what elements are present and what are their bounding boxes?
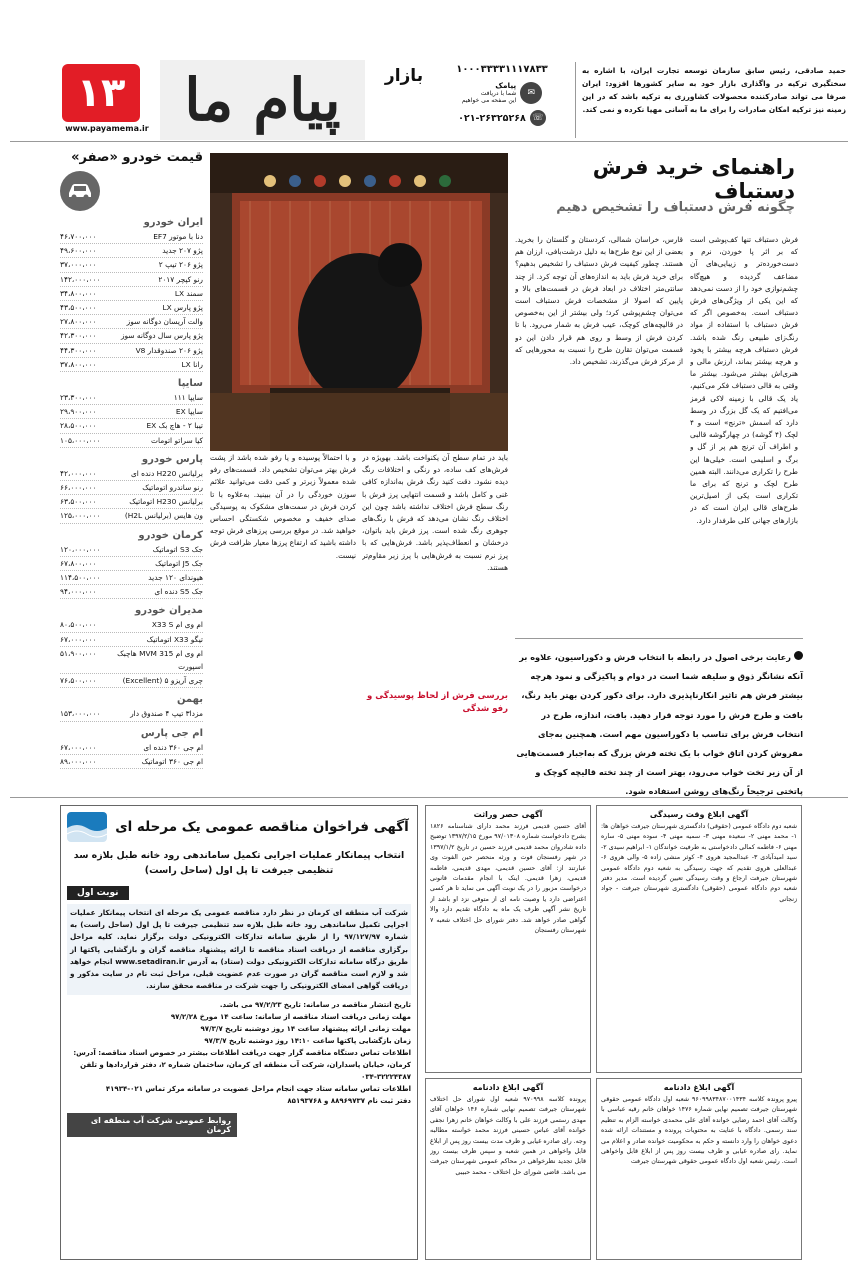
page-number-box [62, 64, 140, 122]
car-model: برلیانس H220 دنده ای [130, 468, 203, 478]
notice-3-body: پرونده کلاسه ۹۷۰۹۹۸ شعبه اول شورای حل اختلاف شهرستان جیرفت تصمیم نهایی شماره ۱۴۶ خواهان آقای مهدی رستمی فرزند علی با وکالت خواهان خانم زهرا نجفی خوانده آقای عباس حسینی فرزند محمد خواسته مطالبه وجه. رای صادره غیابی و ظرف مدت بیست روز پس از ابلاغ قابل واخواهی در همین شعبه و سپس ظرف بیست روز قابل تجدید نظرخواهی در محاکم عمومی شهرستان جیرفت می باشد. قاضی شورای حل اختلاف - محمد حبیبی [430, 1096, 586, 1176]
tender-line: اطلاعات تماس دستگاه مناقصه گزار جهت دریافت اطلاعات بیشتر در خصوص اسناد مناقصه: آدرس: کرمان، خیابان پاسداران، شرکت آب منطقه ای کرمان، ساختمان شماره ۲، دفتر قراردادها و تلفن ۳۲۲۲۴۳۸۷-۰۳۴ [73, 1049, 411, 1082]
notice-1-body: شعبه دوم دادگاه عمومی (حقوقی) دادگستری شهرستان جیرفت خواهان ها: ۱- محمد مهنی ۲- سعیده مهنی ۳- سمیه مهنی ۴- سوده مهنی ۵- ساره مهنی ۶- فاطمه کمالی دادخواستی به طرفیت خواندگان ۱- ابراهیم سیدی ۲- سید امیدآبادی ۳- عبدالمجید هروی ۴- کوثر منشی زاده ۵- والی هروی ۶- عبدالعلی هروی تقدیم که جهت رسیدگی به شعبه دوم دادگاه عمومی شهرستان جیرفت ارجاع و وقت رسیدگی تعیین گردیده است. مدیر دفتر شعبه دوم دادگاه عمومی (حقوقی) دادگستری شهرستان جیرفت - جواد زنجانی [601, 823, 797, 903]
car-price: ۹۴،۰۰۰،۰۰۰ [60, 587, 97, 597]
price-row [60, 481, 203, 495]
car-model: سمند LX [174, 288, 203, 298]
car-model: هیوندای ۱۲۰ جدید [148, 573, 203, 583]
car-price: ۱۲۵،۰۰۰،۰۰۰ [60, 511, 101, 521]
article-subtitle: چگونه فرش دستباف را تشخیص دهیم [556, 200, 795, 215]
article-col4: و با احتمالاً پوسیده و یا رفو شده باشد از پشت فرش بهتر می‌توان تشخیص داد. قسمت‌های رفو شده معمولاً زبرتر و کمی دقت می‌توانید علائم سوزن خوردگی را در آن ببینید. به‌علاوه با تا کردن فرش در سمت‌های مشکوک به پوسیدگی صدای خفیف و مخصوص شکستگی احساس خواهید شد. در موقع بررسی پرزهای فرش توجه داشته باشید که ارتفاع پرزها معیار ظرافت فرش نیست. [210, 453, 356, 560]
notice-1-title: آگهی ابلاغ وقت رسیدگی [649, 810, 749, 819]
car-price: ۱۱۴،۵۰۰،۰۰۰ [60, 573, 101, 583]
price-row [60, 329, 203, 343]
water-logo-icon [67, 812, 107, 842]
masthead [10, 58, 848, 142]
logo [160, 60, 365, 140]
car-model: ام جی ۳۶۰ اتوماتیک [141, 756, 203, 766]
car-model: پژو پارس LX [162, 303, 203, 313]
car-model: سایپا EX [175, 407, 203, 417]
car-price: ۴۲،۰۰۰،۰۰۰ [60, 468, 97, 478]
price-section-title: بهمن [176, 694, 203, 706]
price-section-rows [60, 467, 203, 524]
car-model: تیبا ۲ - هاچ بک EX [146, 421, 203, 431]
price-row [60, 509, 203, 523]
price-row [60, 419, 203, 433]
notice-4-title: آگهی ابلاغ دادنامه [663, 1083, 735, 1092]
article-subhead: بررسی فرش از لحاظ پوسیدگی و رفو شدگی [367, 691, 508, 714]
phone-number: ۰۲۱-۲۶۳۲۵۲۶۸ [458, 112, 526, 124]
payamak-sub2: این صفحه می خواهیم [461, 97, 517, 104]
lead-text: رعایت برخی اصول در رابطه با انتخاب فرش و دکوراسیون، علاوه بر آنکه نشانگر ذوق و سلیقه شما است در دوام و پاکیزگی و نمود هرچه بیشتر فرش هم تاثیر انکارناپذیری دارد. برای دکور کردن بهتر باید رنگ، بافت و طرح فرش را مورد توجه قرار دهید. بافت، اندازه، طرح در انتخاب فرش برای تناسب با دکوراسیون مهم است. همچنین به‌جای مفروش کردن اتاق خواب با یک تخته فرش بزرگ که به‌اجبار قسمت‌هایی از آن زیر تخت خواب می‌رود، بهتر است از چند تخته قالیچه کوچک و پاتختی ترجیحاً رنگ‌های روشن استفاده شود. [516, 652, 803, 797]
car-model: جک J5 اتوماتیک [155, 558, 203, 568]
article-title: راهنمای خرید فرش دستباف [592, 155, 795, 203]
car-model: ام جی ۳۶۰ دنده ای [143, 742, 203, 752]
price-row [60, 301, 203, 315]
notice-ad-2 [425, 805, 591, 1073]
car-model: پژو پارس سال دوگانه سوز [120, 331, 203, 341]
payamak-label: پیامک [495, 81, 517, 90]
price-row [60, 674, 203, 688]
car-model: ام وی ام X33 S [151, 620, 203, 630]
tender-footer: روابط عمومی شرکت آب منطقه ای کرمان [67, 1113, 237, 1137]
car-price: ۲۷،۸۰۰،۰۰۰ [60, 317, 97, 327]
price-sidebar [60, 150, 203, 788]
tender-badge: نوبت اول [67, 886, 129, 900]
car-model: کیا سراتو اتومات [151, 435, 203, 445]
price-row [60, 244, 203, 258]
car-model: ون هایس (برلیانس H2L) [124, 511, 203, 521]
car-price: ۳۷،۸۰۰،۰۰۰ [60, 359, 97, 369]
car-icon [60, 171, 100, 211]
car-price: ۲۸،۵۰۰،۰۰۰ [60, 421, 97, 431]
car-price: ۵۱،۹۰۰،۰۰۰ [60, 648, 97, 658]
notice-ad-4 [596, 1078, 802, 1260]
price-section-rows [60, 741, 203, 769]
price-list [60, 217, 203, 769]
car-model: تیگو X33 اتوماتیک [146, 634, 203, 644]
car-model: رنو ساندرو اتوماتیک [142, 483, 203, 493]
notice-2-title: آگهی حصر وراثت [473, 810, 543, 819]
phone-icon: ☏ [530, 110, 546, 126]
notice-ad-1 [596, 805, 802, 1073]
notice-2-body: آقای حسین قدیمی فرزند محمد دارای شناسنامه ۱۸۲۶ بشرح دادخواست شماره ۹۷/۰۱۳۰۸ مورخ ۱۳۹۷/۲/۱۵ توضیح داده شادروان محمد قدیمی فرزند حسین در تاریخ ۱۳۹۷/۱/۲ در شهر رفسنجان فوت و ورثه منحصر حین الفوت وی عبارتند از: آقای حسین قدیمی، مهدی قدیمی، فاطمه قدیمی، زهرا قدیمی. اینک با انجام مقدمات قانونی درخواست مزبور را در یک نوبت آگهی می نماید تا هر کسی اعتراضی دارد یا وصیت نامه ای از متوفی نزد او باشد از تاریخ نشر آگهی ظرف یک ماه به دادگاه تقدیم دارد والا گواهی صادر خواهد شد. دفتر شورای حل اختلاف شعبه ۷ شهرستان رفسنجان [430, 823, 586, 935]
price-row [60, 315, 203, 329]
car-model: چری آریزو ۵ (Excellent) [122, 676, 203, 686]
price-section-rows [60, 618, 203, 688]
car-model: پژو ۲۰۷ جدید [162, 246, 203, 256]
price-section-title: مدیران خودرو [135, 605, 203, 617]
price-row [60, 405, 203, 419]
lead-bullet [794, 651, 803, 660]
price-row [60, 258, 203, 272]
tender-line: مهلت زمانی ارائه پیشنهاد ساعت ۱۴ روز دوشنبه تاریخ ۹۷/۳/۷ [200, 1025, 411, 1034]
tender-line: تاریخ انتشار مناقصه در سامانه: تاریخ ۹۷/۲/۲۳ می باشد. [219, 1001, 411, 1010]
car-price: ۴۳،۵۰۰،۰۰۰ [60, 303, 97, 313]
sms-number: ۱۰۰۰۳۳۳۳۱۱۱۷۸۳۳ [456, 64, 548, 75]
tender-line: دفتر ثبت نام ۸۸۹۶۹۷۳۷ و ۸۵۱۹۳۷۶۸ [287, 1097, 411, 1106]
car-price: ۲۳،۳۰۰،۰۰۰ [60, 393, 97, 403]
logo-text: پیام ما [184, 66, 341, 134]
car-model: پژو ۲۰۶ صندوقدار V8 [135, 345, 203, 355]
section-title: بازار [384, 66, 424, 86]
tender-line: مهلت زمانی دریافت اسناد مناقصه از سامانه: ساعت ۱۴ مورخ ۹۷/۲/۲۸ [170, 1013, 411, 1022]
tender-lines [67, 999, 411, 1107]
price-row [60, 273, 203, 287]
price-row [60, 495, 203, 509]
article-col1: فرش دستباف تنها کف‌پوشی است که بر اثر پا خوردن، نرم و دست‌خورده‌تر و زیبایی‌های آن مضاعف گردیده و هیچ‌گاه چشم‌نوازی خود را از دست نمی‌دهد که این یکی از ویژگی‌های فرش دستباف است. به‌خصوص اگر که فرش دستباف با استفاده از مواد رنگ‌زای طبیعی رنگ شده باشد. فرش دستباف هرچه بیشتر با پخود و هرچه بیشتر بماند، ارزش مالی و هنری‌اش بیشتر می‌شود. بیشتر ما وقتی به قالی دستباف فکر می‌کنیم، یاد یک قالی با زمینه لاکی قرمز می‌افتیم که یک گل بزرگ در وسط دارد که اسمش «ترنج» است و ۴ لچک (۴ گوشه) در چهارگوشه قالبی و اطراف آن ترنج هم پر از گل و برگ و اسلیمی است. خیلی‌ها این طرح را تکراری می‌دانند. البته همین طرح لچک و ترنج که برای ما تکراری است یکی از اصیل‌ترین طرح‌های قالی ایران است که در بازارهای جهانی کلی طرفدار دارد. [690, 235, 798, 525]
price-row [60, 571, 203, 585]
price-section-rows [60, 230, 203, 372]
tender-line: زمان بازگشایی پاکتها ساعت ۱۴:۱۰ روز دوشنبه تاریخ ۹۷/۳/۷ [204, 1037, 411, 1046]
price-section-title: کرمان خودرو [138, 529, 203, 541]
price-title: قیمت خودرو «صفر» [71, 150, 203, 165]
car-price: ۶۷،۸۰۰،۰۰۰ [60, 558, 97, 568]
car-price: ۸۰،۵۰۰،۰۰۰ [60, 620, 97, 630]
car-price: ۴۶،۷۰۰،۰۰۰ [60, 232, 97, 241]
car-model: جک S5 دنده ای [154, 587, 203, 597]
car-model: رنو کپچر ۲۰۱۷ [158, 274, 203, 284]
car-price: ۶۷،۰۰۰،۰۰۰ [60, 634, 97, 644]
car-model: مزدا۳ تیپ ۴ صندوق دار [130, 709, 203, 719]
car-price: ۱۴۲،۰۰۰،۰۰۰ [60, 274, 101, 284]
article-col2: قارس، خراسان شمالی، کردستان و گلستان را بخرید. بعضی از این نوع طرح‌ها به دلیل درشت‌بافی، ارزان هم هستند. چطور کیفیت فرش دستباف را تشخیص بدهیم؟ برای خرید فرش باید به اندازه‌های آن توجه کرد. از چند سانتی‌متر اختلاف در ابعاد فرش در قسمت‌های بالا و پایین که اصولا از مشخصات فرش دستباف است می‌توان چشم‌پوشی کرد؛ ولی بیشتر از این به‌خصوص در قالیچه‌های کوچک، عیب فرش به شمار می‌رود. با تا کردن فرش از وسط و روی هم قرار دادن این دو قسمت می‌توان تقارن طرح را نسبت به محورهایی که از مرکز فرش می‌گذرند، تشخیص داد. [515, 235, 683, 367]
car-price: ۲۹،۹۰۰،۰۰۰ [60, 407, 97, 417]
car-model: پژو ۲۰۶ تیپ ۲ [158, 260, 203, 270]
car-price: ۷۶،۵۰۰،۰۰۰ [60, 676, 97, 686]
car-price: ۴۹،۶۰۰،۰۰۰ [60, 246, 97, 256]
car-model: دنا با موتور EF7 [153, 232, 203, 241]
price-section-rows [60, 391, 203, 448]
price-row [60, 391, 203, 405]
car-price: ۶۶،۰۰۰،۰۰۰ [60, 483, 97, 493]
car-price: ۶۷،۰۰۰،۰۰۰ [60, 742, 97, 752]
tender-title: آگهی فراخوان مناقصه عمومی یک مرحله ای [115, 819, 409, 835]
price-section-rows [60, 543, 203, 600]
masthead-quote: حمید صادقی، رئیس سابق سازمان توسعه تجارت ایران، با اشاره به سختگیری ترکیه در واگذاری بازار خود به سایر کشورها افزود: ایران صرفا می تواند صادرکننده محصولات کشاورزی به ترکیه باشد که در این زمینه نیز ترکیه امکان صادرات را برای ما به آسانی مهیا نکرده و نمی کند. [582, 66, 846, 114]
price-row [60, 741, 203, 755]
car-price: ۳۴،۸۰۰،۰۰۰ [60, 288, 97, 298]
car-model: برلیانس H230 اتوماتیک [129, 497, 203, 507]
price-row [60, 344, 203, 358]
car-price: ۱۰۵،۰۰۰،۰۰۰ [60, 435, 101, 445]
price-row [60, 585, 203, 599]
price-section-title: ام جی پارس [140, 727, 203, 739]
tender-ad [60, 805, 418, 1260]
car-model: ام وی ام MVM 315 هاچبک اسپورت [117, 648, 203, 672]
price-row [60, 755, 203, 769]
car-price: ۳۷،۰۰۰،۰۰۰ [60, 260, 97, 270]
price-row [60, 358, 203, 372]
page-number: ۱۳ [76, 70, 126, 116]
tender-subtitle: انتخاب پیمانکار عملیات اجرایی تکمیل ساماندهی رود خانه طبل بلازه سد تنظیمی جیرفت تا پل اول (ساحل راست) [73, 850, 405, 876]
price-row [60, 618, 203, 632]
price-row [60, 557, 203, 571]
car-price: ۱۵۳،۰۰۰،۰۰۰ [60, 709, 101, 719]
payamak-sub1: شما با دریافت [480, 90, 517, 97]
price-row [60, 467, 203, 481]
car-model: والت آریسان دوگانه سوز [126, 317, 203, 327]
article-col3: باید در تمام سطح آن یکنواخت باشد. بهویژه در فرش‌های کف ساده، دو رنگی و اختلافات رنگ دیده نشود. دقت کنید رنگ فرش به‌اندازه کافی غنی و کامل باشد و قسمت انتهایی پرز فرش با رنگ سطح فرش اختلاف نداشته باشد چون این اختلاف رنگ نشان می‌دهد که فرش با رنگ‌های جوهری رنگ شده است. پرز فرش باید باتوان، درخشان و انعطاف‌پذیر باشد. فرش‌هایی که با پرز نرم نسبت به فرش‌هایی با پرز زبر مقاوم‌تر هستند. [362, 453, 508, 572]
car-price: ۶۳،۵۰۰،۰۰۰ [60, 497, 97, 507]
price-row [60, 543, 203, 557]
notice-4-body: پیرو پرونده کلاسه ۹۶۰۹۹۸۳۴۸۷۰۰۱۴۳۴ شعبه اول دادگاه عمومی حقوقی شهرستان جیرفت تصمیم نهایی شماره ۱۴۷۶ خواهان خانم رقیه عباسی با وکالت آقای احمد رضایی خوانده آقای علی محمدی خواسته الزام به تنظیم سند رسمی. دادگاه با عنایت به محتویات پرونده و مستندات ارائه شده دعوی خواهان را وارد دانسته و حکم به محکومیت خوانده صادر و اعلام می نماید. رای صادره غیابی و ظرف بیست روز پس از ابلاغ قابل واخواهی است. رئیس شعبه اول دادگاه عمومی حقوقی شهرستان جیرفت [601, 1096, 797, 1166]
article-lead [515, 638, 803, 797]
car-price: ۱۲۰،۰۰۰،۰۰۰ [60, 544, 101, 554]
car-model: سایپا ۱۱۱ [173, 393, 203, 403]
article-photo [210, 153, 508, 451]
price-section-title: پارس خودرو [141, 453, 203, 465]
price-section-title: سایپا [177, 378, 203, 390]
sms-box [432, 60, 572, 140]
car-price: ۸۹،۰۰۰،۰۰۰ [60, 756, 97, 766]
price-section-rows [60, 707, 203, 721]
tender-line: اطلاعات تماس سامانه ستاد جهت انجام مراحل عضویت در سامانه مرکز تماس ۰۲۱-۴۱۹۳۴ [105, 1085, 411, 1094]
tender-body: شرکت آب منطقه ای کرمان در نظر دارد مناقصه عمومی یک مرحله ای انتخاب پیمانکار عملیات اجرایی تکمیل ساماندهی رود خانه طبل بلازه سد تنظیمی جیرفت تا پل اول (ساحل راست) به شماره ۹۷/۱۲۷/۹۷ را از طریق سامانه تدارکات الکترونیکی دولت برگزار نماید. کلیه مراحل برگزاری مناقصه از دریافت اسناد مناقصه تا ارائه پیشنهاد مناقصه گران و بازگشایی پاکتها از طریق درگاه سامانه تدارکات الکترونیکی دولت (ستاد) به آدرس www.setadiran.ir انجام خواهد شد و لازم است مناقصه گران در صورت عدم عضویت قبلی، مراحل ثبت نام در سایت مذکور و دریافت گواهی امضای الکترونیکی را جهت شرکت در مناقصه محقق سازند. [67, 904, 411, 995]
price-section-title: ایران خودرو [143, 217, 203, 228]
price-row [60, 230, 203, 244]
price-row [60, 647, 203, 674]
car-model: جک S3 اتوماتیک [152, 544, 203, 554]
price-row [60, 707, 203, 721]
price-row [60, 633, 203, 647]
notice-3-title: آگهی ابلاغ دادنامه [472, 1083, 544, 1092]
price-row [60, 287, 203, 301]
sms-icon: ✉ [520, 82, 542, 104]
notice-ad-3 [425, 1078, 591, 1260]
car-price: ۴۲،۳۰۰،۰۰۰ [60, 331, 97, 341]
website[interactable]: www.payamema.ir [65, 124, 149, 133]
car-model: رانا LX [181, 359, 203, 369]
car-price: ۴۴،۳۰۰،۰۰۰ [60, 345, 97, 355]
price-row [60, 434, 203, 448]
